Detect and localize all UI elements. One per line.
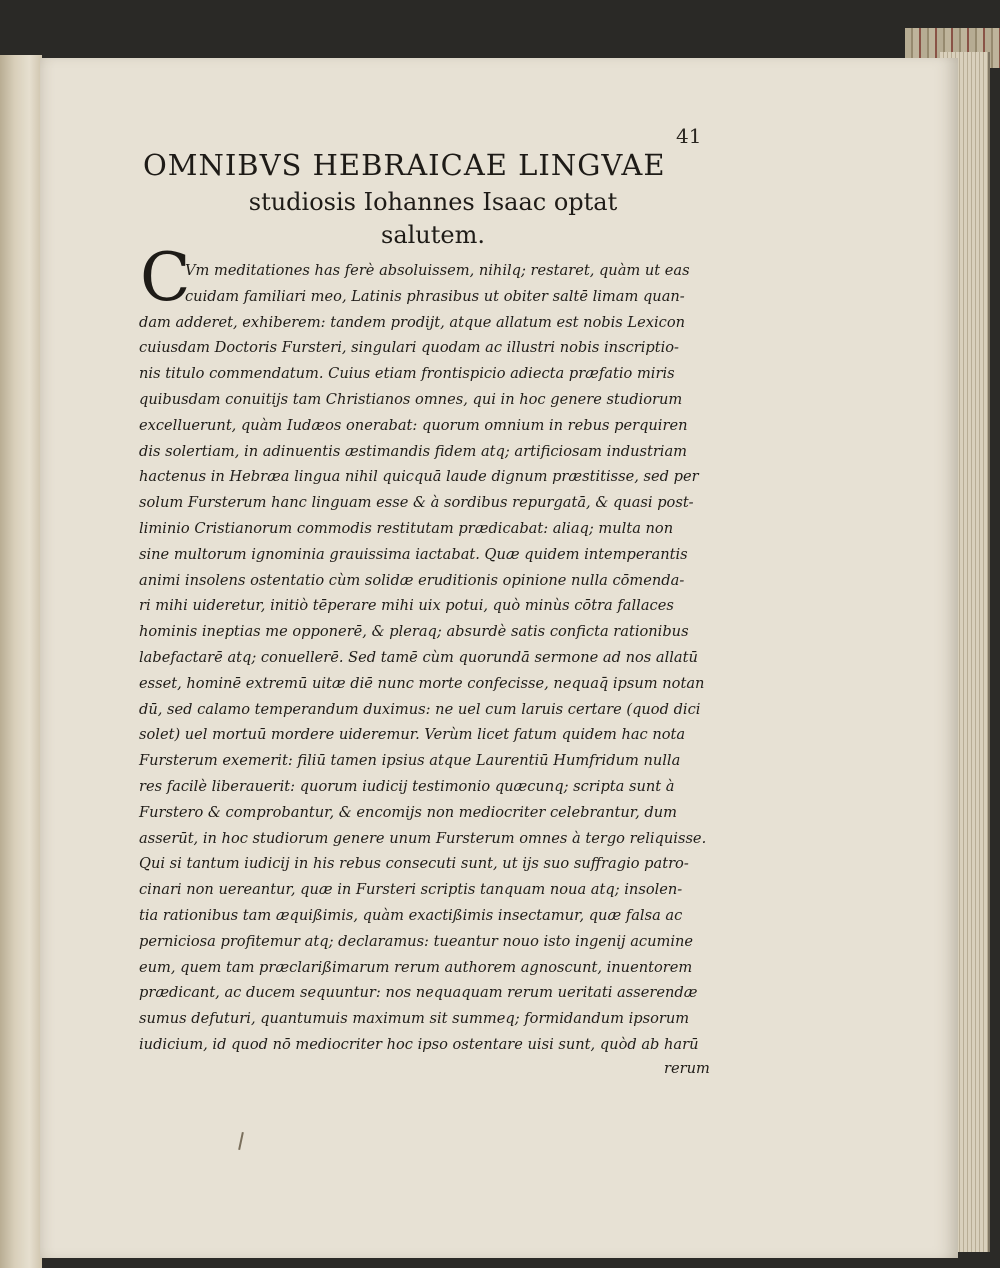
text-line: res facilè liberauerit: quorum iudicij testimonio quæcunq; scripta sunt à [139, 777, 675, 795]
text-line: Qui si tantum iudicij in his rebus consecuti sunt, ut ijs suo suffragio patro- [139, 855, 689, 873]
body-text [139, 258, 729, 1058]
catchword: rerum [664, 1060, 710, 1077]
text-line: Fursterum exemerit: filiū tamen ipsius atque Laurentiū Humfridum nulla [139, 752, 681, 770]
text-line: ri mihi uideretur, initiò tēperare mihi uix potui, quò minùs cōtra fallaces [139, 597, 674, 615]
book-gutter-left-page [0, 55, 42, 1268]
text-line: esset, hominē extremū uitæ diē nunc morte confecisse, nequaq̄ ipsum notan [139, 674, 705, 692]
drop-cap: C [140, 239, 191, 316]
page-number: 41 [676, 124, 702, 148]
text-line: dis solertiam, in adinuentis æstimandis fidem atq; artificiosam industriam [139, 442, 687, 460]
text-line: Vm meditationes has ferè absoluissem, nihilq; restaret, quàm ut eas [185, 262, 690, 279]
text-line: eum, quem tam præclarißimarum rerum authorem agnoscunt, inuentorem [139, 958, 693, 976]
text-line: dam adderet, exhiberem: tandem prodijt, atque allatum est nobis Lexicon [139, 313, 686, 331]
text-line: cuiusdam Doctoris Fursteri, singulari quodam ac illustri nobis inscriptio- [139, 339, 679, 357]
text-line: sumus defuturi, quantumuis maximum sit summeq; formidandum ipsorum [139, 1010, 690, 1028]
text-line: nis titulo commendatum. Cuius etiam frontispicio adiecta præfatio miris [139, 365, 675, 383]
text-line: cuidam familiari meo, Latinis phrasibus ut obiter saltē limam quan- [185, 287, 685, 305]
text-line: dū, sed calamo temperandum duximus: ne uel cum laruis certare (quod dici [139, 700, 701, 718]
text-line: quibusdam conuitijs tam Christianos omnes, qui in hoc genere studiorum [139, 390, 683, 408]
text-line: labefactarē atq; conuellerē. Sed tamē cùm quorundā sermone ad nos allatū [139, 648, 698, 666]
text-line: Furstero & comprobantur, & encomijs non mediocriter celebrantur, dum [139, 803, 678, 821]
text-line: solet) uel mortuū mordere uideremur. Verùm licet fatum quidem hac nota [139, 726, 686, 744]
text-line: liminio Cristianorum commodis restitutam prædicabat: aliaq; multa non [139, 519, 674, 537]
dark-background-top [0, 0, 1000, 50]
text-line: tia rationibus tam æquißimis, quàm exactißimis insectamur, quæ falsa ac [139, 906, 683, 924]
text-line: perniciosa profitemur atq; declaramus: tueantur nouo isto ingenij acumine [139, 932, 694, 950]
page-subtitle [143, 186, 723, 252]
text-line: sine multorum ignominia grauissima iactabat. Quæ quidem intemperantis [139, 545, 688, 563]
text-line: asserūt, in hoc studiorum genere unum Fursterum omnes à tergo reliquisse. [139, 829, 707, 847]
text-line: iudicium, id quod nō mediocriter hoc ipso ostentare uisi sunt, quòd ab harū [139, 1035, 699, 1053]
text-line: hactenus in Hebræa lingua nihil quicquā laude dignum præstitisse, sed per [139, 468, 699, 486]
text-line: excelluerunt, quàm Iudæos onerabat: quorum omnium in rebus perquiren [139, 416, 688, 434]
page-title: OMNIBVS HEBRAICAE LINGVAE [143, 148, 666, 182]
text-line: animi insolens ostentatio cùm solidæ eruditionis opinione nulla cōmenda- [139, 571, 685, 589]
text-line: solum Fursterum hanc linguam esse & à sordibus repurgatā, & quasi post- [139, 494, 694, 512]
subtitle-line: studiosis Iohannes Isaac optat [248, 188, 618, 216]
text-line: hominis ineptias me opponerē, & pleraq; absurdè satis conficta rationibus [139, 623, 689, 641]
subtitle-line: salutem. [381, 221, 485, 249]
text-line: cinari non uereantur, quæ in Fursteri scriptis tanquam noua atq; insolen- [139, 881, 683, 899]
text-line: prædicant, ac ducem sequuntur: nos nequaquam rerum ueritati asserendæ [139, 984, 698, 1002]
